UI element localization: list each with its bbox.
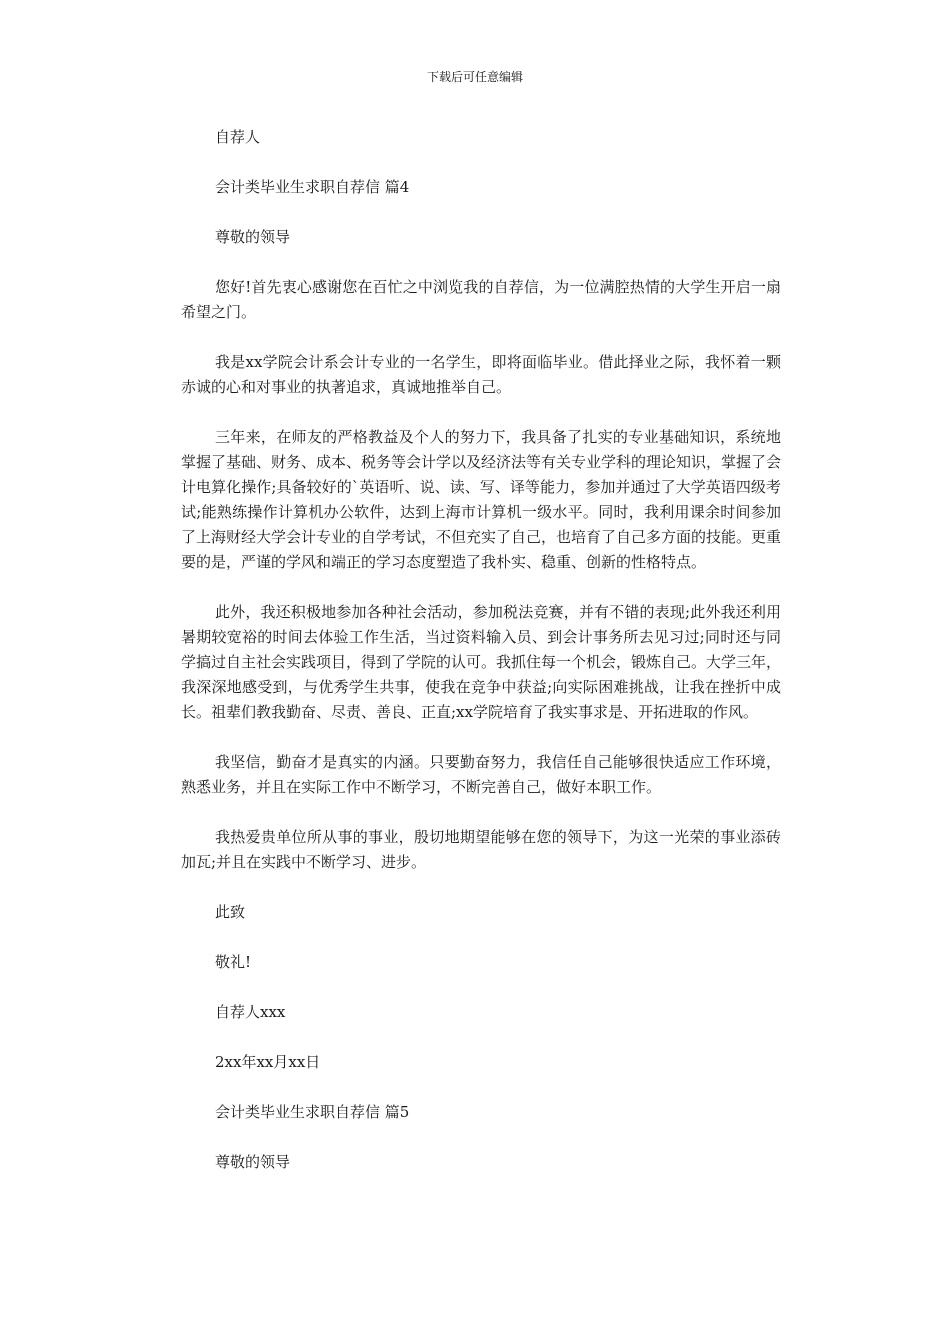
salutation-5: 尊敬的领导 — [215, 1153, 291, 1171]
paragraph-intro: 我是xx学院会计系会计专业的一名学生，即将面临毕业。借此择业之际，我怀着一颗赤诚的心和对事业的执著追求，真诚地推举自己。 — [181, 353, 781, 396]
paragraph-skills: 三年来，在师友的严格教益及个人的努力下，我具备了扎实的专业基础知识，系统地掌握了基础、财务、成本、税务等会计学以及经济法等有关专业学科的理论知识，掌握了会计电算化操作;具备较好的`英语听、说、读、写、译等能力，参加并通过了大学英语四级考试;能熟练操作计算机办公软件，达到上海市计算机一级水平。同时，我利用课余时间参加了上海财经大学会计专业的自学考试，不但充实了自己，也培育了自己多方面的技能。更重要的是，严谨的学风和端正的学习态度塑造了我朴实、稳重、创新的性格特点。 — [181, 428, 782, 571]
paragraph-greeting: 您好!首先衷心感谢您在百忙之中浏览我的自荐信，为一位满腔热情的大学生开启一扇希望之门。 — [181, 278, 781, 321]
signature-top: 自荐人 — [215, 128, 261, 146]
paragraph-belief: 我坚信，勤奋才是真实的内涵。只要勤奋努力，我信任自己能够很快适应工作环境，熟悉业务，并且在实际工作中不断学习，不断完善自己，做好本职工作。 — [181, 753, 781, 796]
closing-jingli: 敬礼! — [215, 953, 252, 971]
closing-cizhi: 此致 — [215, 903, 246, 921]
paragraph-activities: 此外，我还积极地参加各种社会活动，参加税法竞赛，并有不错的表现;此外我还利用暑期较宽裕的时间去体验工作生活，当过资料输入员、到会计事务所去见习过;同时还与同学搞过自主社会实践项目，得到了学院的认可。我抓住每一个机会，锻炼自己。大学三年，我深深地感受到，与优秀学生共事，使我在竞争中获益;向实际困难挑战，让我在挫折中成长。祖辈们教我勤奋、尽责、善良、正直;xx学院培育了我实事求是、开拓进取的作风。 — [181, 603, 782, 721]
paragraph-aspiration: 我热爱贵单位所从事的事业，殷切地期望能够在您的领导下，为这一光荣的事业添砖加瓦;并且在实践中不断学习、进步。 — [181, 828, 781, 871]
download-note: 下载后可任意编辑 — [426, 70, 523, 84]
letter-body — [181, 125, 781, 1175]
salutation-4: 尊敬的领导 — [215, 228, 291, 246]
letter-date: 2xx年xx月xx日 — [215, 1053, 321, 1071]
signature: 自荐人xxx — [215, 1003, 286, 1021]
letter-title-4: 会计类毕业生求职自荐信 篇4 — [215, 178, 410, 196]
letter-title-5: 会计类毕业生求职自荐信 篇5 — [215, 1103, 410, 1121]
